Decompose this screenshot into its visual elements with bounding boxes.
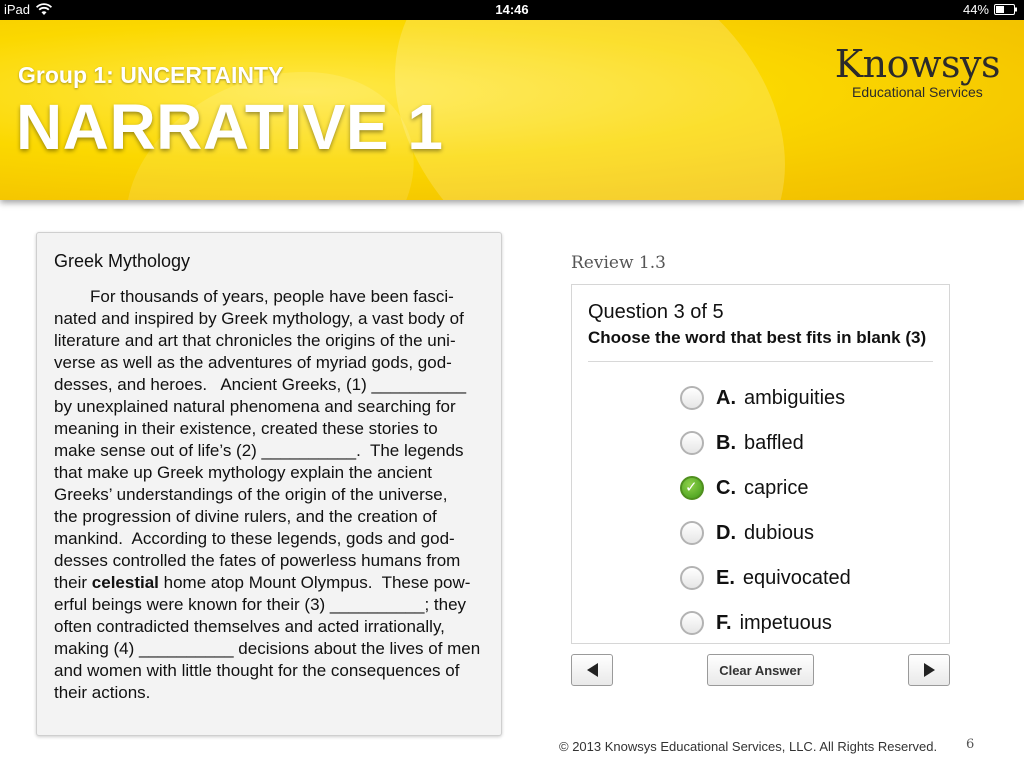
copyright-text: © 2013 Knowsys Educational Services, LLC. All Rights Reserved. xyxy=(559,739,938,754)
option-a[interactable] xyxy=(680,385,845,411)
radio-d[interactable] xyxy=(680,521,704,545)
passage-line: that make up Greek mythology explain the ancient xyxy=(54,463,432,482)
knowsys-logo xyxy=(835,42,1000,100)
passage-line: For thousands of years, people have been fasci- xyxy=(90,287,454,306)
radio-e[interactable] xyxy=(680,566,704,590)
option-d[interactable] xyxy=(680,520,814,546)
page-number: 6 xyxy=(966,737,975,752)
passage-title: Greek Mythology xyxy=(54,251,191,271)
question-prompt: Choose the word that best fits in blank (3) xyxy=(588,328,927,347)
passage-line: mankind. According to these legends, gods and god- xyxy=(54,529,455,548)
passage-panel xyxy=(36,232,502,736)
passage-line: by unexplained natural phenomena and searching for xyxy=(54,397,456,416)
option-c[interactable] xyxy=(680,475,808,501)
passage-line-celestial xyxy=(54,572,489,594)
option-letter: D. xyxy=(716,521,736,544)
logo-brand: Knowsys xyxy=(834,42,1000,86)
passage-line: often contradicted themselves and acted irrationally, xyxy=(54,617,445,636)
option-letter: B. xyxy=(716,431,736,454)
radio-f[interactable] xyxy=(680,611,704,635)
option-f[interactable] xyxy=(680,610,832,636)
status-time: 14:46 xyxy=(495,2,529,17)
passage-line: literature and art that chronicles the origins of the uni- xyxy=(54,331,456,350)
option-text: caprice xyxy=(744,476,809,499)
passage-line: their actions. xyxy=(54,683,151,702)
passage-line: nated and inspired by Greek mythology, a vast body of xyxy=(54,309,464,328)
option-b[interactable] xyxy=(680,430,804,456)
header-banner xyxy=(0,20,1024,200)
passage-line: and women with little thought for the consequences of xyxy=(54,661,460,680)
option-letter: A. xyxy=(716,386,736,409)
vocab-word-celestial: celestial xyxy=(91,573,159,592)
option-e[interactable] xyxy=(680,565,851,591)
question-count: Question 3 of 5 xyxy=(588,301,724,323)
option-text: equivocated xyxy=(742,566,851,589)
passage-line: desses controlled the fates of powerless humans from xyxy=(54,551,461,570)
arrow-left-icon xyxy=(587,663,598,677)
line-text-post: home atop Mount Olympus. These pow- xyxy=(158,573,471,592)
option-text: baffled xyxy=(744,431,804,454)
radio-b[interactable] xyxy=(680,431,704,455)
passage-text xyxy=(54,286,489,704)
passage-line: desses, and heroes. Ancient Greeks, (1) __________ xyxy=(54,375,467,394)
review-label: Review 1.3 xyxy=(571,253,666,273)
previous-button[interactable] xyxy=(571,654,613,686)
check-icon: ✓ xyxy=(685,479,698,496)
line-text-pre: their xyxy=(54,573,92,592)
logo-subtitle: Educational Services xyxy=(852,84,983,100)
clear-answer-button[interactable]: Clear Answer xyxy=(707,654,814,686)
status-bar xyxy=(0,0,1024,20)
passage-line: erful beings were known for their (3) __________; they xyxy=(54,595,467,614)
option-text: impetuous xyxy=(739,611,832,634)
option-letter: F. xyxy=(716,611,732,634)
option-text: dubious xyxy=(744,521,815,544)
option-text: ambiguities xyxy=(744,386,846,409)
group-title: Group 1: UNCERTAINTY xyxy=(18,62,284,88)
passage-line: make sense out of life’s (2) __________. The legends xyxy=(54,441,464,460)
passage-line: making (4) __________ decisions about the lives of men xyxy=(54,639,481,658)
passage-line: verse as well as the adventures of myriad gods, god- xyxy=(54,353,452,372)
device-label: iPad xyxy=(4,2,31,17)
option-letter: C. xyxy=(716,476,736,499)
question-box xyxy=(571,284,950,644)
passage-line: meaning in their existence, created these stories to xyxy=(54,419,438,438)
page-title: NARRATIVE 1 xyxy=(16,91,444,163)
option-letter: E. xyxy=(716,566,735,589)
radio-c-selected[interactable] xyxy=(680,476,704,500)
battery-icon xyxy=(994,4,1018,15)
radio-a[interactable] xyxy=(680,386,704,410)
battery-percent: 44% xyxy=(962,2,989,17)
arrow-right-icon xyxy=(924,663,935,677)
status-right xyxy=(963,2,1018,17)
question-divider xyxy=(588,361,933,362)
passage-line: the progression of divine rulers, and the creation of xyxy=(54,507,437,526)
passage-line: Greeks’ understandings of the origin of the universe, xyxy=(54,485,448,504)
next-button[interactable] xyxy=(908,654,950,686)
